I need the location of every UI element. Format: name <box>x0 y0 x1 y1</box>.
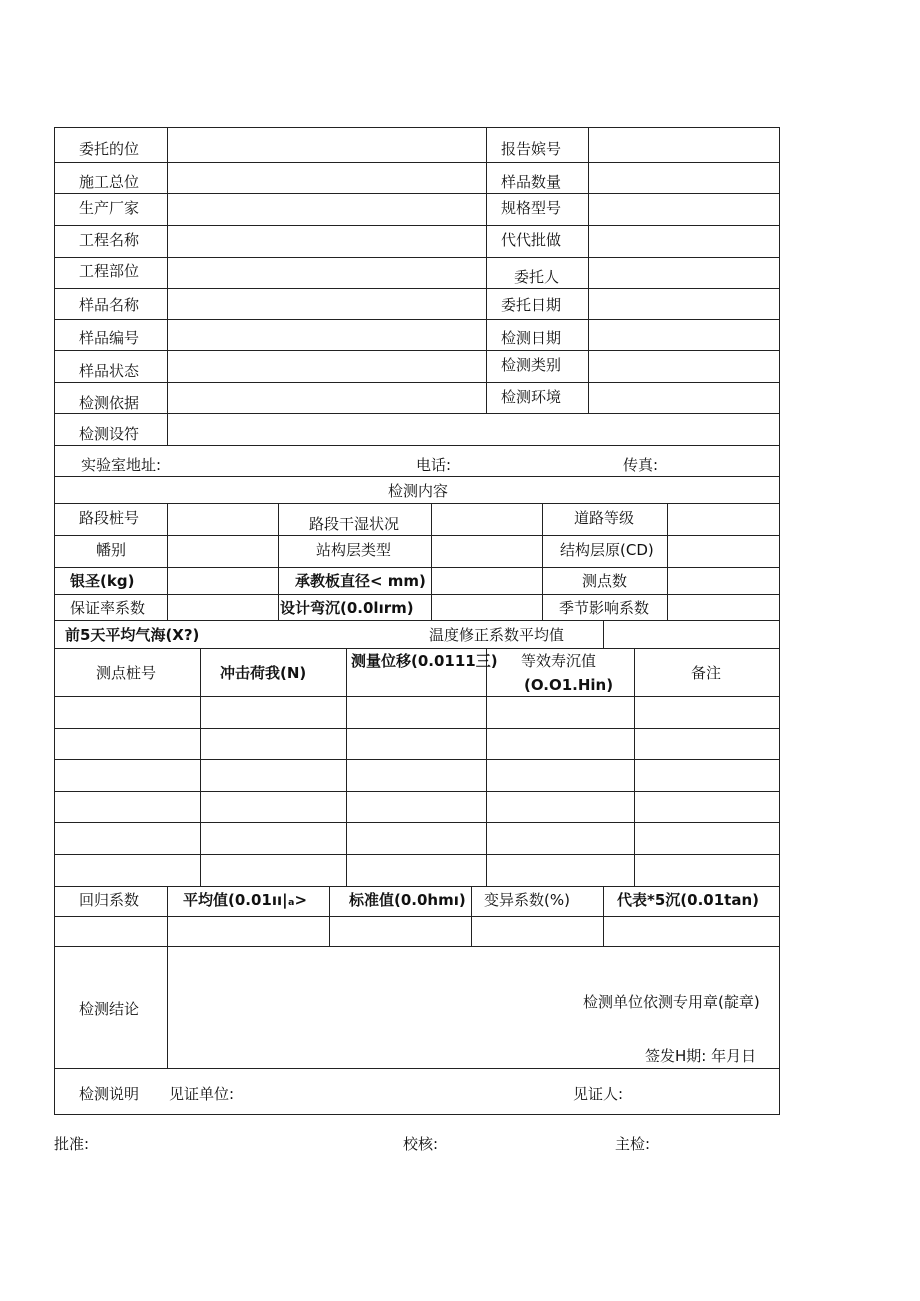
label-sample-state: 样品状态 <box>79 362 140 380</box>
param-temp-correction: 温度修正系数平均值 <box>429 626 565 644</box>
label-sample-name: 样品名称 <box>79 296 140 314</box>
col-divider <box>167 886 168 946</box>
row-divider <box>55 567 779 568</box>
row-divider <box>55 594 779 595</box>
param-road-moisture: 路段干湿状况 <box>309 515 400 533</box>
header-impact-load: 冲击荷我(N) <box>220 664 307 682</box>
row-divider <box>55 822 779 823</box>
param-season-factor: 季节影响系数 <box>559 599 650 617</box>
row-divider <box>55 162 779 163</box>
label-sample-qty: 样品数量 <box>501 173 562 191</box>
row-divider <box>55 319 779 320</box>
param-points-count: 测点数 <box>582 572 628 590</box>
col-divider <box>167 503 168 620</box>
row-divider <box>55 413 779 414</box>
param-design-deflection: 设计弯沉(0.0lırm) <box>280 599 414 617</box>
label-delegate-date: 委托日期 <box>501 296 562 314</box>
label-test-equipment: 检测设符 <box>79 425 140 443</box>
param-road-station: 路段桩号 <box>79 509 140 527</box>
label-project-part: 工程部位 <box>79 262 140 280</box>
label-spec-model: 规格型号 <box>501 199 562 217</box>
note-witness: 见证人: <box>573 1085 624 1103</box>
row-divider <box>55 193 779 194</box>
stat-rep: 代表*5沉(0.01tan) <box>617 891 759 909</box>
row-divider <box>55 648 779 649</box>
note-witness-unit: 见证单位: <box>169 1085 235 1103</box>
footer-approve: 批准: <box>54 1135 90 1153</box>
label-delegate-unit: 委托的位 <box>79 140 140 158</box>
header-remark: 备注 <box>691 664 722 682</box>
row-divider <box>55 759 779 760</box>
header-equiv-deflection: 等效寿沉值 <box>521 652 597 670</box>
param-layer-thickness: 结构层原(CD) <box>560 541 654 559</box>
label-sample-no: 样品编号 <box>79 329 140 347</box>
col-divider <box>486 648 487 886</box>
param-guarantee: 保证率系数 <box>70 599 146 617</box>
param-plate-diameter: 承教板直径< mm) <box>295 572 426 590</box>
row-divider <box>55 445 779 446</box>
row-divider <box>55 476 779 477</box>
label-test-type: 检测类别 <box>501 356 562 374</box>
row-divider <box>55 946 779 947</box>
label-test-basis: 检测依据 <box>79 394 140 412</box>
col-divider <box>542 503 543 620</box>
param-width: 幡别 <box>96 541 127 559</box>
section-title: 检测内容 <box>388 482 449 500</box>
test-report-form <box>54 127 780 1115</box>
row-divider <box>55 382 779 383</box>
col-divider <box>588 128 589 413</box>
col-divider <box>167 946 168 1068</box>
row-divider <box>55 728 779 729</box>
label-construction-unit: 施工总位 <box>79 173 140 191</box>
col-divider <box>603 620 604 648</box>
footer-review: 校核: <box>403 1135 439 1153</box>
stat-mean: 平均值(0.01ıı|ₐ> <box>183 891 308 909</box>
lab-address: 实验室地址: <box>81 456 162 474</box>
col-divider <box>200 648 201 886</box>
lab-phone: 电话: <box>416 456 452 474</box>
label-report-no: 报告嫔号 <box>501 140 562 158</box>
label-client: 委托人 <box>514 268 560 286</box>
stat-regression: 回归系数 <box>79 891 140 909</box>
param-station-layer: 站构层类型 <box>316 541 392 559</box>
col-divider <box>486 128 487 413</box>
param-axle-load: 银圣(kg) <box>70 572 135 590</box>
footer-main-test: 主检: <box>615 1135 651 1153</box>
param-temp-5day: 前5天平均气海(X?) <box>65 626 200 644</box>
header-displacement: 测量位移(0.0111三) <box>351 652 498 670</box>
conclusion-label: 检测结论 <box>79 1000 140 1018</box>
label-project-name: 工程名称 <box>79 231 140 249</box>
row-divider <box>55 916 779 917</box>
col-divider <box>167 128 168 445</box>
header-equiv-unit: (O.O1.Hin) <box>524 676 614 694</box>
stat-cv: 变异系数(%) <box>484 891 570 909</box>
col-divider <box>346 648 347 886</box>
label-test-date: 检测日期 <box>501 329 562 347</box>
row-divider <box>55 535 779 536</box>
row-divider <box>55 791 779 792</box>
label-batch: 代代批做 <box>501 231 562 249</box>
col-divider <box>634 648 635 886</box>
row-divider <box>55 503 779 504</box>
col-divider <box>329 886 330 946</box>
label-test-env: 检测环境 <box>501 388 562 406</box>
row-divider <box>55 696 779 697</box>
param-road-grade: 道路等级 <box>574 509 635 527</box>
row-divider <box>55 350 779 351</box>
col-divider <box>471 886 472 946</box>
conclusion-seal: 检测单位依测专用章(靛章) <box>583 993 760 1011</box>
col-divider <box>278 503 279 620</box>
header-station: 测点桩号 <box>96 664 157 682</box>
row-divider <box>55 854 779 855</box>
col-divider <box>431 503 432 620</box>
col-divider <box>603 886 604 946</box>
row-divider <box>55 620 779 621</box>
label-manufacturer: 生产厂家 <box>79 199 140 217</box>
row-divider <box>55 225 779 226</box>
col-divider <box>667 503 668 620</box>
note-label: 检测说明 <box>79 1085 140 1103</box>
row-divider <box>55 288 779 289</box>
conclusion-sign-date: 签发H期: 年月日 <box>645 1047 757 1065</box>
lab-fax: 传真: <box>623 456 659 474</box>
row-divider <box>55 886 779 887</box>
row-divider <box>55 1068 779 1069</box>
stat-std: 标准值(0.0hmı) <box>349 891 466 909</box>
row-divider <box>55 257 779 258</box>
